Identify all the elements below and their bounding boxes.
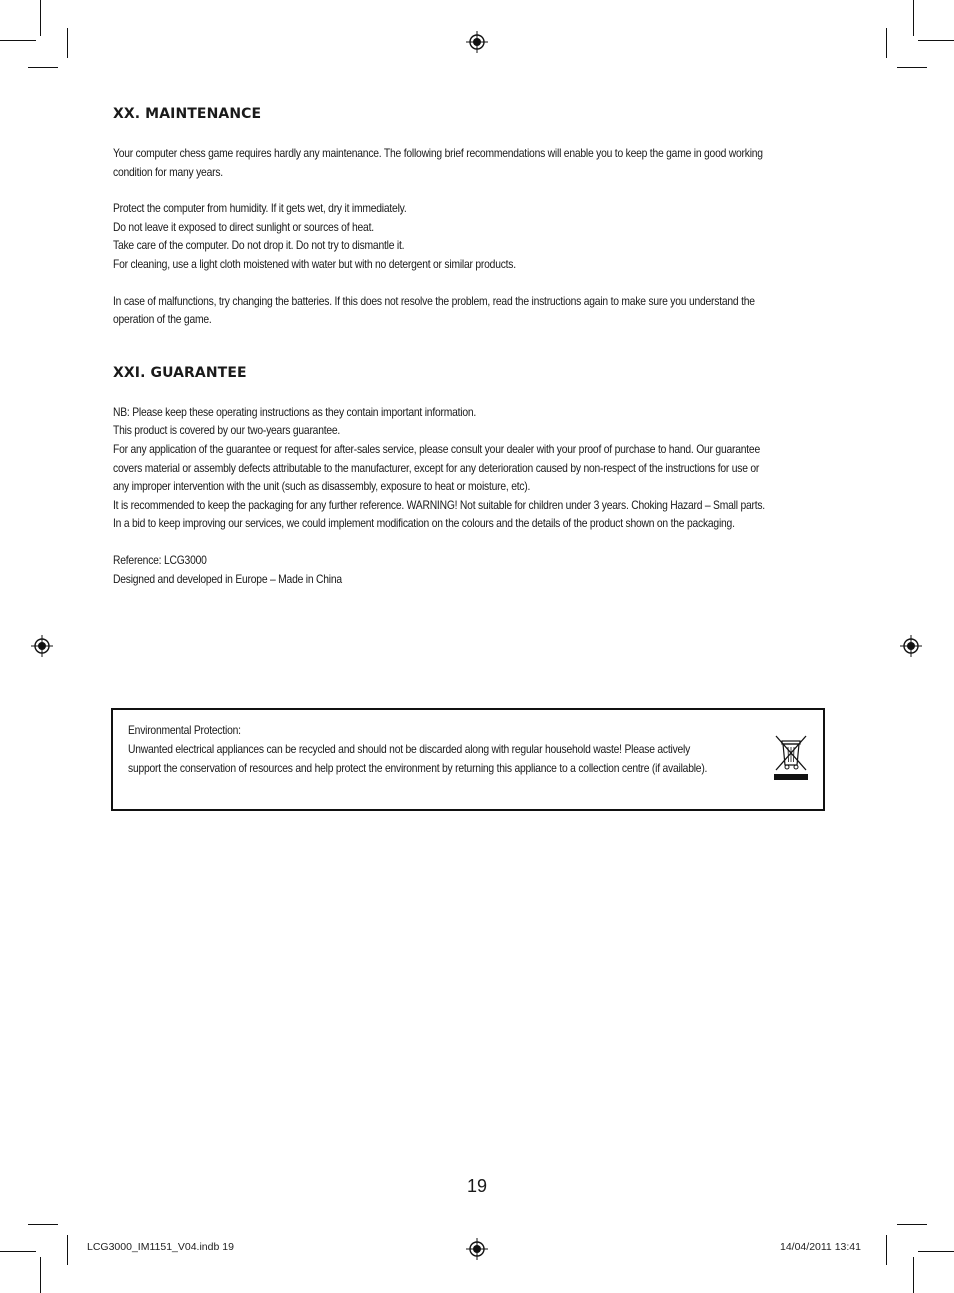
text-line: For cleaning, use a light cloth moistened with water but with no detergent or similar products. <box>113 256 516 271</box>
registration-mark-icon <box>31 635 53 657</box>
product-info <box>113 551 834 588</box>
text-line: operation of the game. <box>113 312 212 327</box>
crop-mark <box>897 67 927 68</box>
text-line: Your computer chess game requires hardly any maintenance. The following brief recommendations will enable you to keep the game in good working <box>113 146 763 160</box>
crop-mark <box>886 1235 887 1265</box>
text-line: For any application of the guarantee or request for after-sales service, please consult your dealer with your proof of purchase to hand. Our guarantee <box>113 441 760 456</box>
text-line: any improper intervention with the unit (such as disassembly, exposure to heat or moisture, etc). <box>113 479 531 494</box>
environmental-protection-text <box>128 721 782 778</box>
footer-timestamp: 14/04/2011 13:41 <box>780 1241 861 1253</box>
page-number: 19 <box>466 1176 488 1196</box>
text-line: Protect the computer from humidity. If it gets wet, dry it immediately. <box>113 201 407 216</box>
text-line: NB: Please keep these operating instructions as they contain important information. <box>113 404 477 419</box>
text-line: condition for many years. <box>113 164 223 179</box>
crop-mark <box>897 1224 927 1225</box>
environmental-protection-box <box>111 708 825 811</box>
text-line: Take care of the computer. Do not drop it. Do not try to dismantle it. <box>113 238 405 253</box>
text-line: In case of malfunctions, try changing the batteries. If this does not resolve the problem, read the instructions again to make sure you understand the <box>113 293 755 308</box>
crossed-out-wheelie-bin-icon <box>773 732 809 782</box>
crop-mark <box>40 1257 41 1293</box>
text-line: This product is covered by our two-years guarantee. <box>113 423 341 438</box>
crop-mark <box>0 40 36 41</box>
text-line: support the conservation of resources and help protect the environment by returning this appliance to a collection centre (if available). <box>128 761 708 775</box>
maintenance-heading: XX. MAINTENANCE <box>113 106 262 122</box>
guarantee-heading: XXI. GUARANTEE <box>113 364 247 381</box>
main-content <box>113 104 833 588</box>
text-line: covers material or assembly defects attributable to the manufacturer, except for any deterioration caused by non-respect of the instructions for use or <box>113 460 760 475</box>
registration-mark-icon <box>900 635 922 657</box>
text-line: Unwanted electrical appliances can be recycled and should not be discarded along with regular household waste! Please actively <box>128 742 691 756</box>
crop-mark <box>67 1235 68 1265</box>
crop-mark <box>913 1257 914 1293</box>
footer-file-info: LCG3000_IM1151_V04.indb 19 <box>87 1241 234 1253</box>
crop-mark <box>67 28 68 58</box>
registration-mark-icon <box>466 1238 488 1260</box>
crop-mark <box>40 0 41 36</box>
text-line: In a bid to keep improving our services, we could implement modification on the colours and the details of the product shown on the packaging. <box>113 516 735 531</box>
environmental-title: Environmental Protection: <box>128 723 241 737</box>
crop-mark <box>28 67 58 68</box>
text-line: Do not leave it exposed to direct sunlight or sources of heat. <box>113 219 374 234</box>
crop-mark <box>918 40 954 41</box>
maintenance-malfunction <box>113 292 834 329</box>
crop-mark <box>886 28 887 58</box>
reference-text: Reference: LCG3000 <box>113 552 207 567</box>
text-line: It is recommended to keep the packaging for any further reference. WARNING! Not suitable for children under 3 years. Choking Hazard – Small parts. <box>113 497 765 512</box>
registration-mark-icon <box>466 31 488 53</box>
crop-mark <box>913 0 914 36</box>
guarantee-text <box>113 403 834 533</box>
crop-mark <box>0 1251 36 1252</box>
maintenance-intro <box>113 144 834 181</box>
maintenance-tips <box>113 199 834 273</box>
crop-mark <box>28 1224 58 1225</box>
origin-text: Designed and developed in Europe – Made in China <box>113 571 342 586</box>
crop-mark <box>918 1251 954 1252</box>
